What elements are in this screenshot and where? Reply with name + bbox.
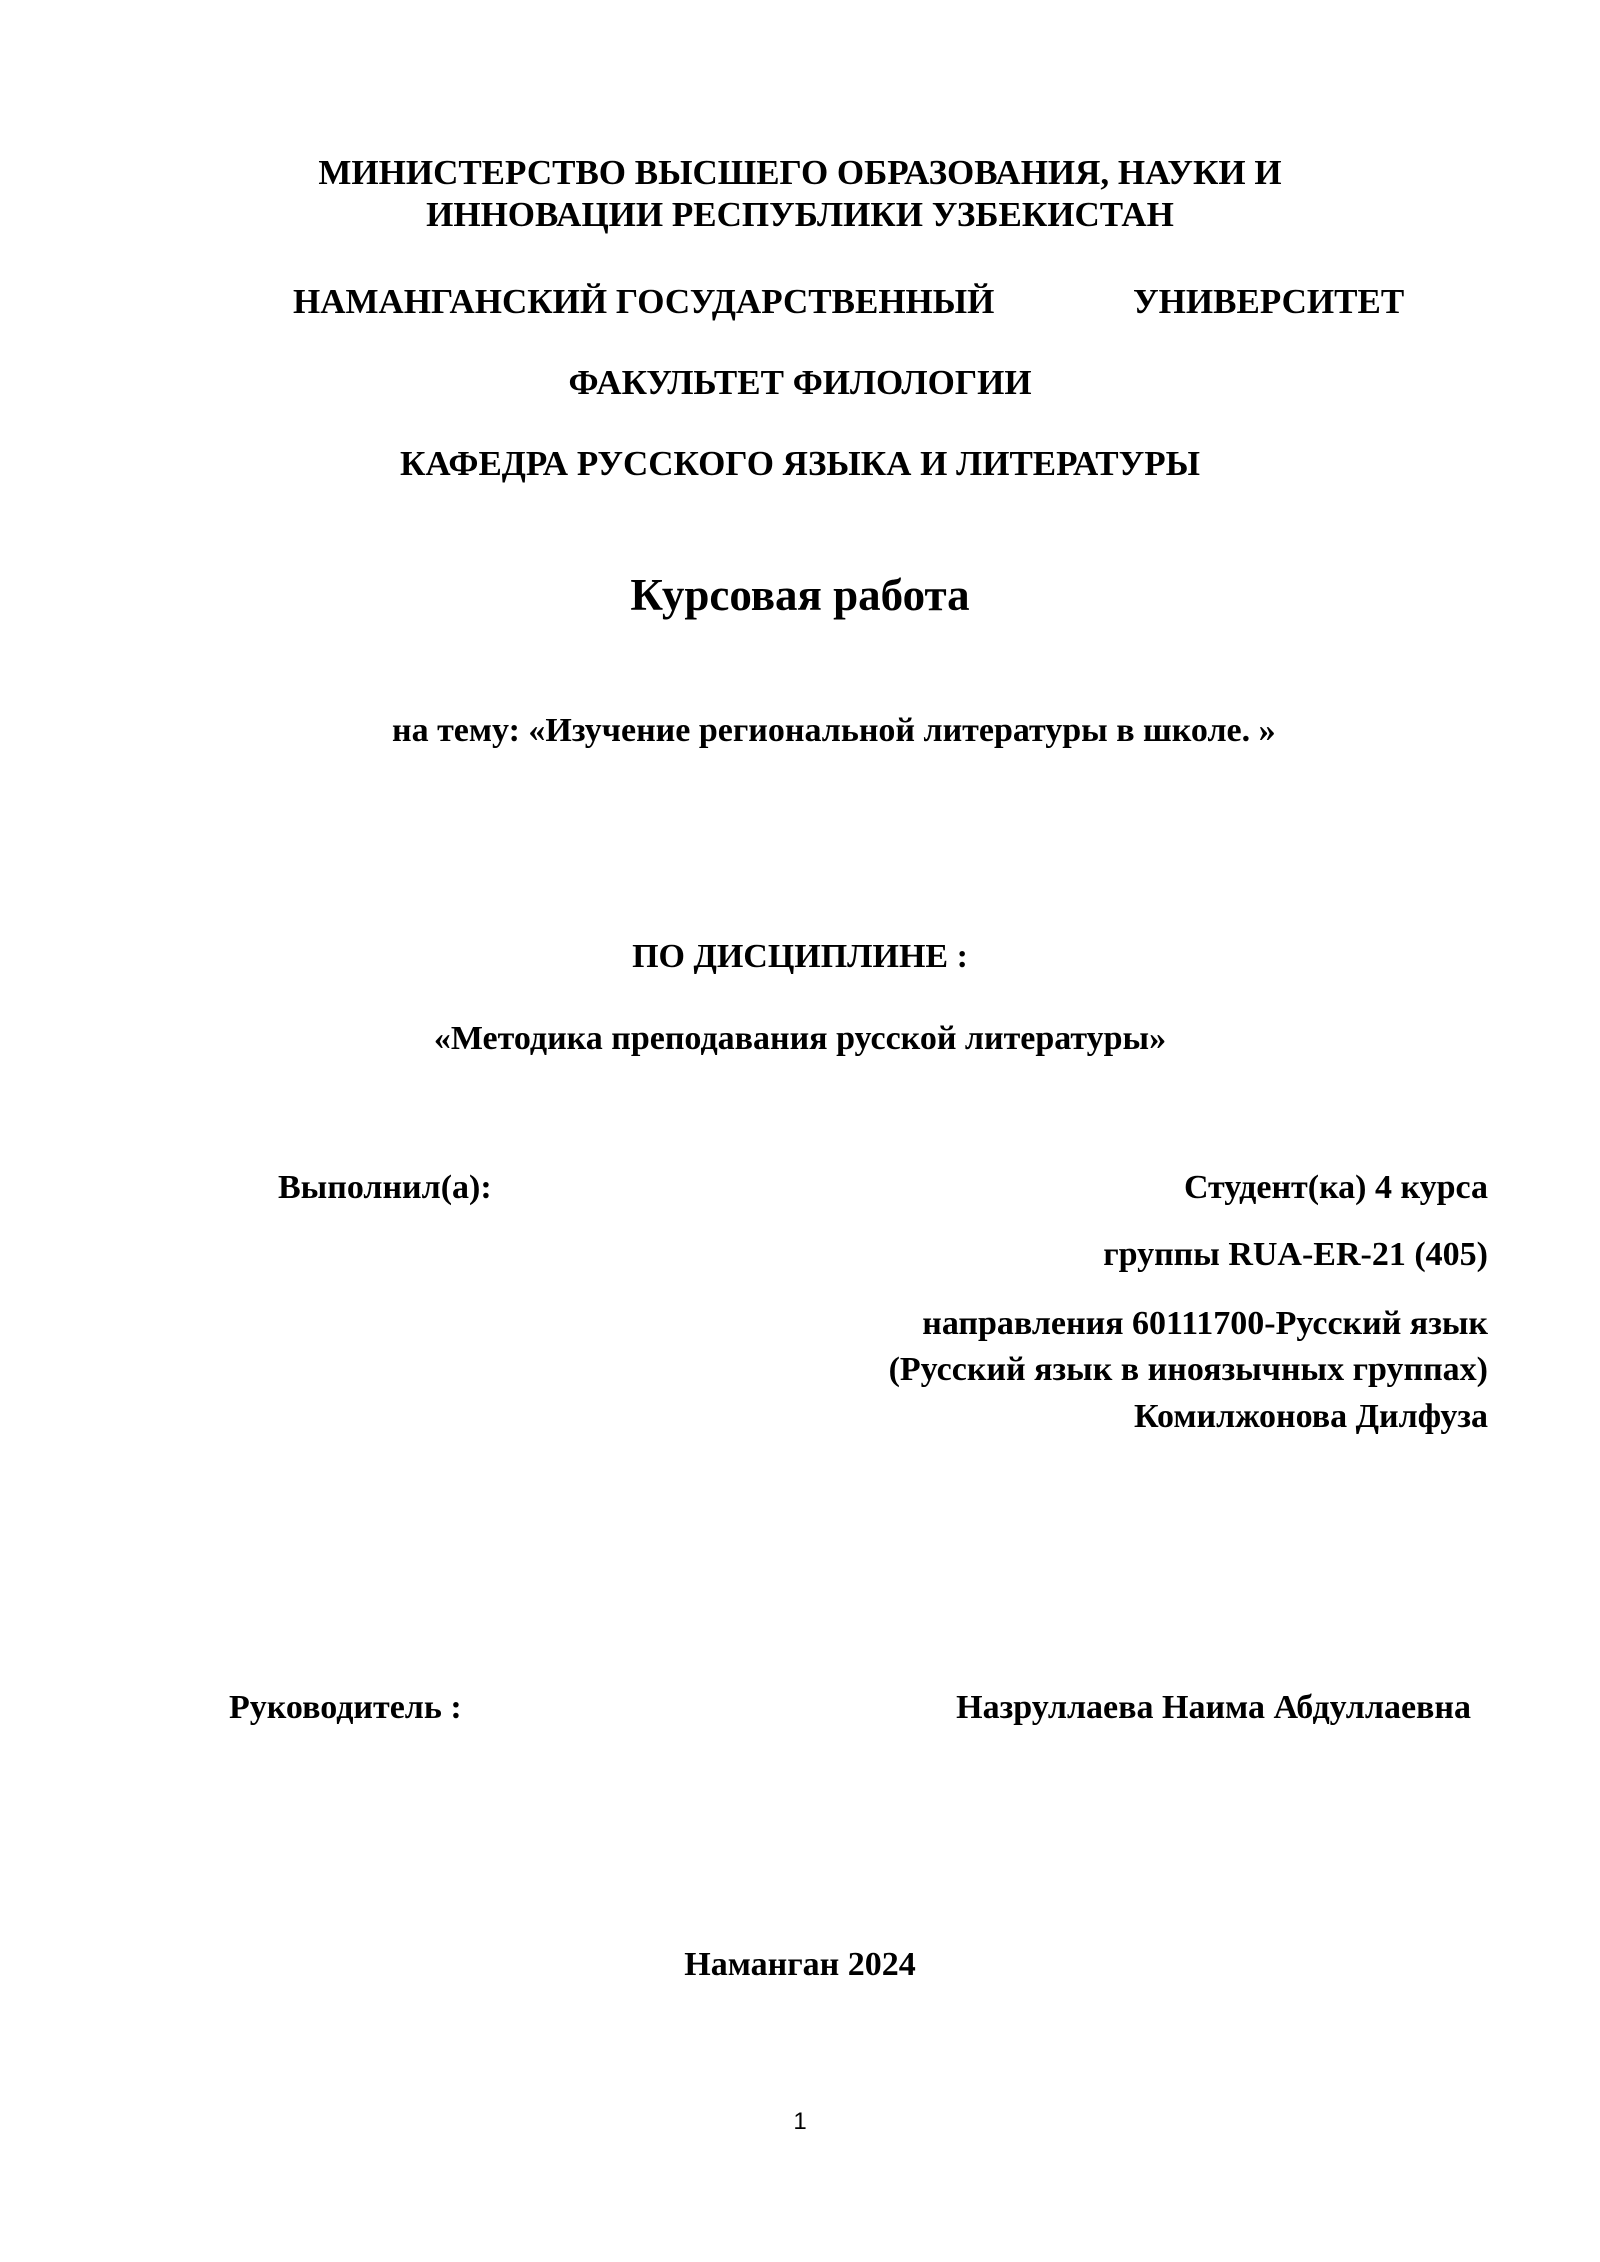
ministry-line-2: ИННОВАЦИИ РЕСПУБЛИКИ УЗБЕКИСТАН: [426, 195, 1174, 234]
city-year: Наманган 2024: [684, 1946, 916, 1983]
discipline-label: ПО ДИСЦИПЛИНЕ :: [632, 938, 968, 975]
author-label: Выполнил(а):: [278, 1169, 492, 1206]
work-topic: на тему: «Изучение региональной литературы в школе. »: [392, 712, 1276, 749]
page-number: 1: [793, 2108, 807, 2135]
department-name: КАФЕДРА РУССКОГО ЯЗЫКА И ЛИТЕРАТУРЫ: [399, 444, 1201, 483]
discipline-name: «Методика преподавания русской литературы»: [433, 1020, 1167, 1057]
university-name-part-1: НАМАНГАНСКИЙ ГОСУДАРСТВЕННЫЙ: [293, 282, 995, 321]
university-name-part-2: УНИВЕРСИТЕТ: [1133, 282, 1405, 321]
author-name: Комилжонова Дилфуза: [1134, 1398, 1488, 1435]
faculty-name: ФАКУЛЬТЕТ ФИЛОЛОГИИ: [568, 363, 1032, 402]
author-direction-line-2: (Русский язык в иноязычных группах): [888, 1351, 1488, 1388]
supervisor-name: Назруллаева Наима Абдуллаевна: [956, 1689, 1471, 1726]
author-direction-line-1: направления 60111700-Русский язык: [922, 1305, 1488, 1342]
supervisor-label: Руководитель :: [229, 1689, 462, 1726]
author-group: группы RUA-ER-21 (405): [1103, 1236, 1488, 1273]
work-type-title: Курсовая работа: [630, 570, 970, 620]
ministry-line-1: МИНИСТЕРСТВО ВЫСШЕГО ОБРАЗОВАНИЯ, НАУКИ И: [318, 153, 1282, 192]
author-course: Студент(ка) 4 курса: [1183, 1169, 1488, 1206]
